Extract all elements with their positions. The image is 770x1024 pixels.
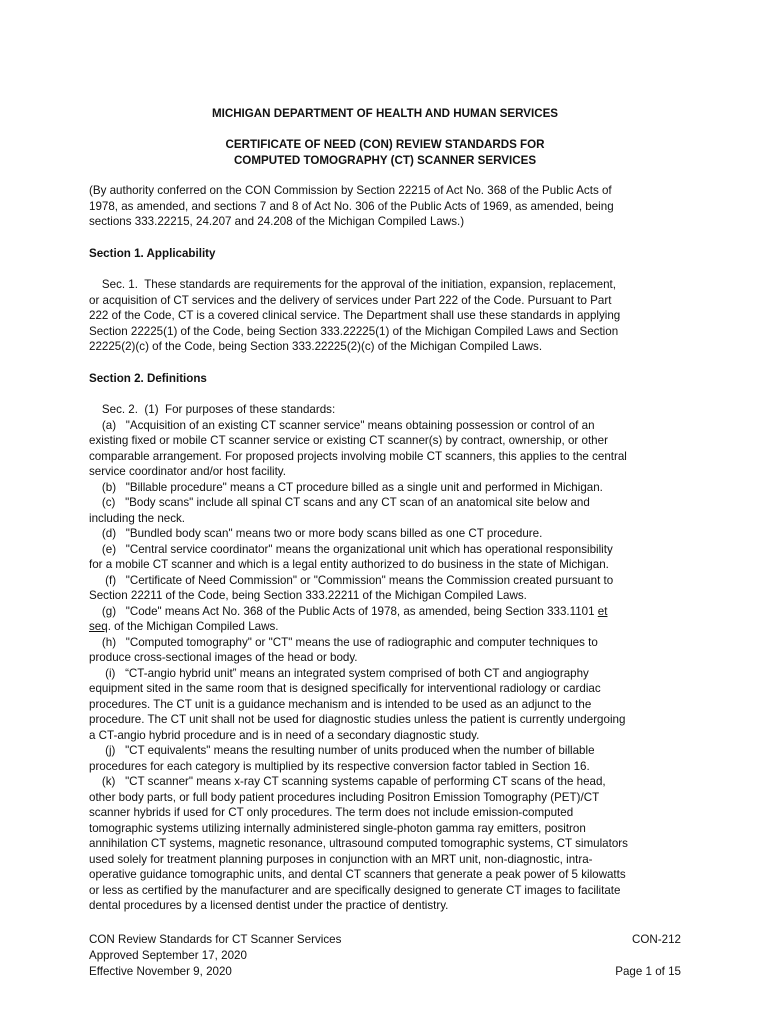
et-seq-underline: seq xyxy=(89,620,108,633)
section-1-line: or acquisition of CT services and the delivery of services under Part 222 of the Code. Pursuant to Part xyxy=(89,293,612,307)
definition-line: Sec. 2. (1) For purposes of these standards: xyxy=(89,403,336,416)
footer-row xyxy=(89,932,681,948)
definition-line: tomographic systems utilizing internally administered single-photon gamma ray emitters, positron xyxy=(89,821,586,835)
definition-text: of the Michigan Compiled Laws. xyxy=(114,620,279,633)
definition-line: Section 22211 of the Code, being Section 333.22211 of the Michigan Compiled Laws. xyxy=(89,589,527,602)
definition-line: (k) "CT scanner" means x-ray CT scanning systems capable of performing CT scans of the head, xyxy=(89,775,606,788)
definition-line: a CT-angio hybrid procedure and is in need of a secondary diagnostic study. xyxy=(89,728,480,742)
definition-line: procedures. The CT unit is a guidance mechanism and is intended to be used as an adjunct to the xyxy=(89,697,592,711)
authority-line: (By authority conferred on the CON Commission by Section 22215 of Act No. 368 of the Public Acts of xyxy=(89,184,612,197)
definition-line: existing fixed or mobile CT scanner service or existing CT scanner(s) by contract, ownership, or other xyxy=(89,434,608,447)
authority-paragraph xyxy=(89,183,689,230)
section-2-heading: Section 2. Definitions xyxy=(89,372,207,385)
agency-heading: MICHIGAN DEPARTMENT OF HEALTH AND HUMAN SERVICES xyxy=(211,107,559,120)
footer-document-title: CON Review Standards for CT Scanner Services xyxy=(89,933,342,946)
definition-line: (d) "Bundled body scan" means two or more body scans billed as one CT procedure. xyxy=(89,527,543,540)
definition-line: other body parts, or full body patient procedures including Positron Emission Tomography (PET)/CT xyxy=(89,790,600,804)
definition-line: used solely for treatment planning purposes in conjunction with an MRT unit, non-diagnostic, intra- xyxy=(89,852,593,866)
et-seq-underline: et xyxy=(597,604,608,618)
footer-row xyxy=(89,964,681,980)
definition-line: (i) “CT-angio hybrid unit” means an integrated system comprised of both CT and angiography xyxy=(89,666,589,680)
footer-approved-date: Approved September 17, 2020 xyxy=(89,949,247,962)
definition-line: seq. of the Michigan Compiled Laws. xyxy=(89,620,279,633)
footer-document-code: CON-212 xyxy=(632,933,681,946)
definition-line: (j) "CT equivalents" means the resulting number of units produced when the number of billable xyxy=(89,744,595,757)
definition-line: (e) "Central service coordinator" means the organizational unit which has operational responsibility xyxy=(89,542,613,556)
definition-line: procedure. The CT unit shall not be used for diagnostic studies unless the patient is currently undergoing xyxy=(89,713,626,726)
definition-line: (h) "Computed tomography" or "CT" means the use of radiographic and computer techniques to xyxy=(89,635,598,649)
definition-line: for a mobile CT scanner and which is a legal entity authorized to do business in the state of Michigan. xyxy=(89,558,609,571)
definition-line: (c) "Body scans" include all spinal CT scans and any CT scan of an anatomical site below and xyxy=(89,496,590,509)
definition-line: or less as certified by the manufacturer and are specifically designed to generate CT images to facilitate xyxy=(89,883,621,897)
definition-line: service coordinator and/or host facility. xyxy=(89,465,286,478)
authority-line: sections 333.22215, 24.207 and 24.208 of the Michigan Compiled Laws.) xyxy=(89,215,465,228)
section-1-line: Section 22225(1) of the Code, being Section 333.22225(1) of the Michigan Compiled Laws and Section xyxy=(89,324,619,338)
definition-line: annihilation CT systems, magnetic resonance, ultrasound computed tomographic systems, CT simulators xyxy=(89,837,628,850)
definition-line: comparable arrangement. For proposed projects involving mobile CT scanners, this applies to the central xyxy=(89,449,627,463)
definition-line xyxy=(89,604,689,620)
footer-page-number: Page 1 of 15 xyxy=(615,965,681,978)
section-1-paragraph xyxy=(89,277,689,355)
definition-line: procedures for each category is multiplied by its respective conversion factor tabled in Section 16. xyxy=(89,759,590,773)
page-footer xyxy=(89,932,681,980)
section-1-heading: Section 1. Applicability xyxy=(89,247,216,260)
section-2-definitions xyxy=(89,402,689,914)
definition-line: scanner hybrids if used for CT only procedures. The term does not include emission-computed xyxy=(89,806,574,819)
document-title-line-2: COMPUTED TOMOGRAPHY (CT) SCANNER SERVICES xyxy=(233,154,537,167)
section-1-line: Sec. 1. These standards are requirements for the approval of the initiation, expansion, replacement, xyxy=(89,278,616,291)
footer-effective-date: Effective November 9, 2020 xyxy=(89,965,232,978)
definition-line: operative guidance tomographic units, and dental CT scanners that generate a peak power of 5 kilowatts xyxy=(89,868,626,881)
definition-line: (a) "Acquisition of an existing CT scanner service" means obtaining possession or control of an xyxy=(89,418,595,432)
authority-line: 1978, as amended, and sections 7 and 8 of Act No. 306 of the Public Acts of 1969, as amended, being xyxy=(89,199,614,213)
definition-line: produce cross-sectional images of the head or body. xyxy=(89,651,358,664)
definition-text: (g) "Code" means Act No. 368 of the Public Acts of 1978, as amended, being Section 333.1101 xyxy=(89,604,598,618)
definition-line: (f) "Certificate of Need Commission" or "Commission" means the Commission created pursuant to xyxy=(89,573,614,587)
definition-line: including the neck. xyxy=(89,511,186,525)
document-title-line-1: CERTIFICATE OF NEED (CON) REVIEW STANDARDS FOR xyxy=(225,138,545,151)
section-1-line: 22225(2)(c) of the Code, being Section 333.22225(2)(c) of the Michigan Compiled Laws. xyxy=(89,340,543,353)
definition-line: (b) "Billable procedure" means a CT procedure billed as a single unit and performed in Michigan. xyxy=(89,480,603,494)
definition-line: equipment sited in the same room that is designed specifically for interventional radiology or cardiac xyxy=(89,682,601,695)
definition-line: dental procedures by a licensed dentist under the practice of dentistry. xyxy=(89,899,449,912)
section-1-line: 222 of the Code, CT is a covered clinical service. The Department shall use these standards in applying xyxy=(89,309,621,322)
footer-row xyxy=(89,948,681,964)
